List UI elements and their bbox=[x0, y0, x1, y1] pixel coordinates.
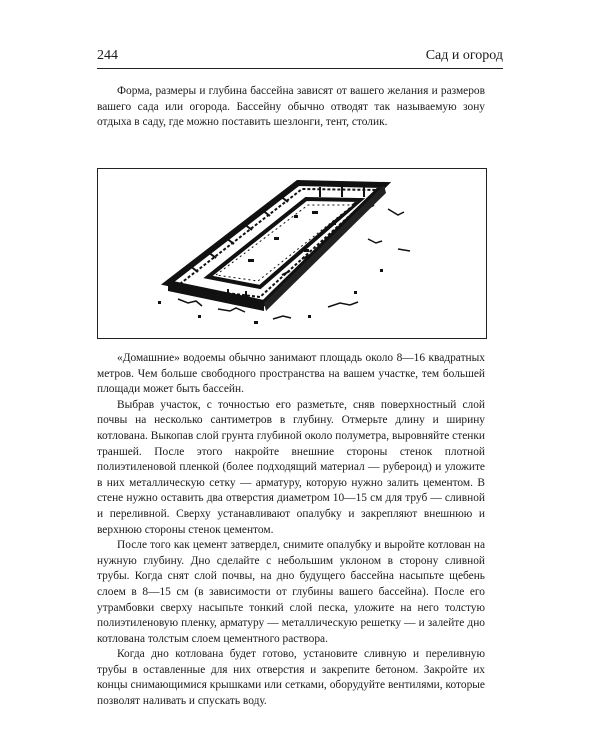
intro-paragraph bbox=[97, 84, 485, 131]
body-text bbox=[97, 351, 485, 710]
paragraph: Когда дно котлована будет готово, установите сливную и переливную трубы в оставленные для них отверстия и закрепите бетоном. Закройте их концы снимающимися крышками или сетками, оборудуйте вентилями, которые позволят наливать и спускать воду. bbox=[97, 648, 485, 708]
header-rule bbox=[97, 68, 503, 69]
intro-text: Форма, размеры и глубина бассейна зависят от вашего желания и размеров вашего сада или огорода. Бассейну обычно отводят так называемую зону отдыха в саду, где можно поставить шезлонги, тент, столик. bbox=[97, 85, 485, 129]
paragraph: «Домашние» водоемы обычно занимают площадь около 8—16 квадратных метров. Чем больше свободного пространства на вашем участке, тем большей площади может быть бассейн. bbox=[97, 352, 485, 396]
page-header bbox=[97, 44, 503, 64]
paragraph: Выбрав участок, с точностью его разметьте, сняв поверхностный слой почвы на несколько сантиметров в глубину. Отмерьте длину и ширину котлована. Выкопав слой грунта глубиной около полуметра, выровняйте стенки траншей. После этого накройте внешние стороны стенок плотной полиэтиленовой пленкой (более подходящий материал — рубероид) и уложите в них металлическую сетку — арматуру, которую нужно залить цементом. В стене нужно оставить два отверстия диаметром 10—15 см для труб — сливной и переливной. Сверху устанавливают опалубку и закрепляют внешнюю и верхнюю стороны стенок цементом. bbox=[97, 398, 485, 536]
running-title: Сад и огород bbox=[425, 48, 503, 63]
paragraph: После того как цемент затвердел, снимите опалубку и выройте котлован на нужную глубину. Дно сделайте с небольшим уклоном в сторону сливной трубы. Когда снят слой почвы, на дно будущего бассейна насыпьте щебень слоем в 8—15 см (в зависимости от глубины вашего бассейна). После его утрамбовки сверху насыпьте тонкий слой песка, уложите на него толстую полиэтиленовую пленку, арматуру — металлическую решетку — и залейте дно котлована толстым слоем цементного раствора. bbox=[97, 539, 485, 645]
pool-illustration-icon bbox=[98, 169, 486, 338]
pool-figure bbox=[97, 168, 487, 339]
page-number: 244 bbox=[97, 48, 118, 63]
